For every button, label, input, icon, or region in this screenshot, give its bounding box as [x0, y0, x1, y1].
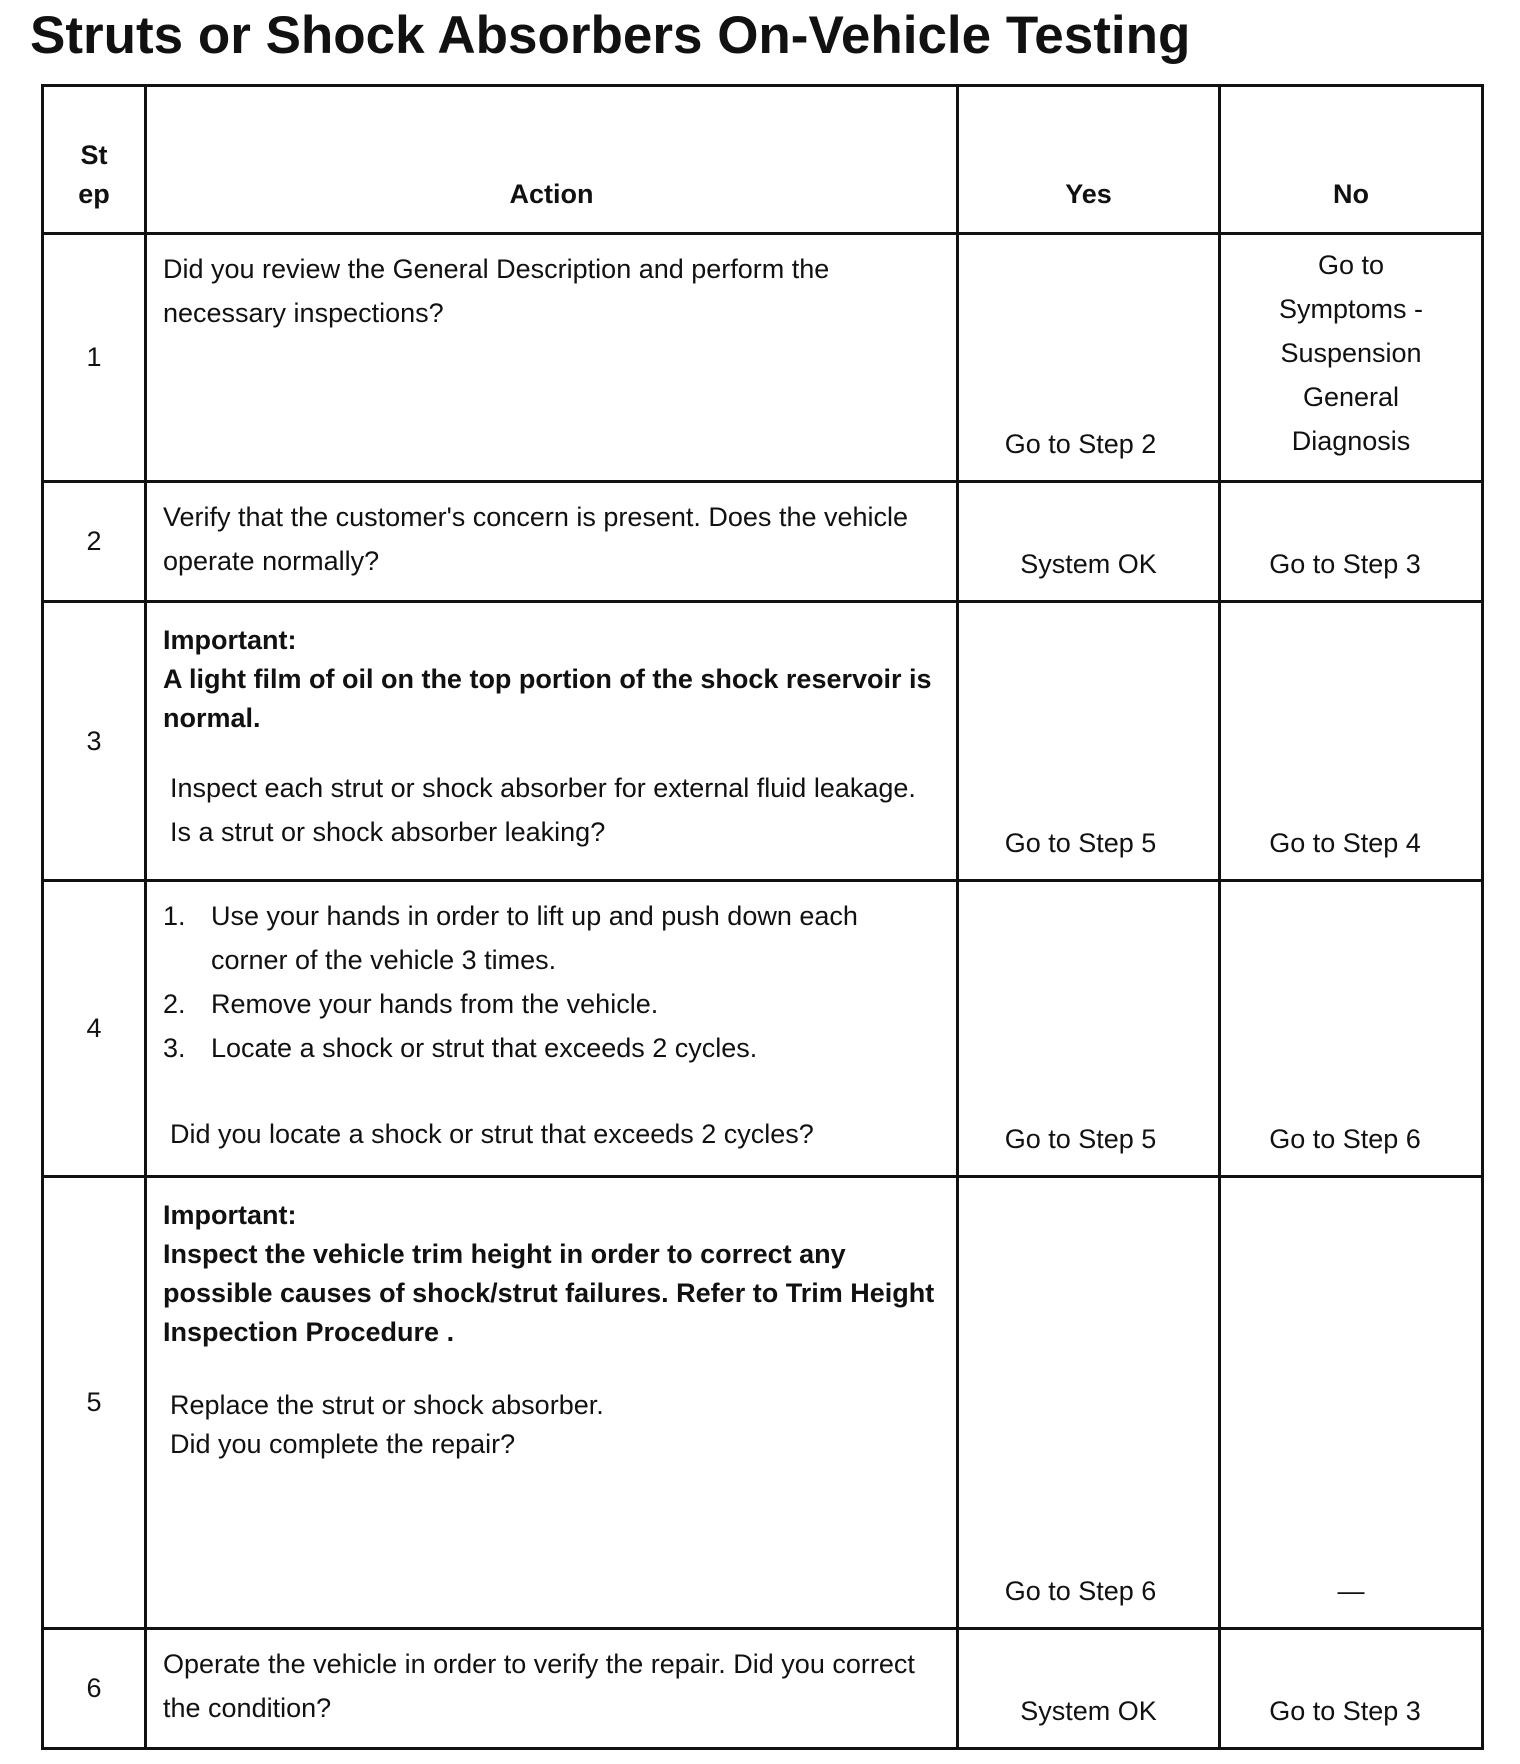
- no-cell: Go to Step 3: [1220, 1629, 1483, 1749]
- no-cell: Go to Step 4: [1220, 602, 1483, 881]
- important-label: Important:: [163, 625, 297, 655]
- action-cell: [146, 881, 958, 1177]
- yes-cell: Go to Step 2: [958, 234, 1220, 482]
- yes-cell: System OK: [958, 482, 1220, 602]
- no-cell: Go to Symptoms - Suspension General Diagnosis: [1220, 234, 1483, 482]
- action-question: Did you complete the repair?: [170, 1429, 516, 1459]
- header-action: Action: [146, 86, 958, 234]
- step-number: 5: [43, 1177, 146, 1629]
- step-number: 3: [43, 602, 146, 881]
- step-number: 6: [43, 1629, 146, 1749]
- header-step: Step: [43, 86, 146, 234]
- action-text: Operate the vehicle in order to verify the repair. Did you correct the condition?: [163, 1649, 915, 1723]
- step-number: 4: [43, 881, 146, 1177]
- action-text: Verify that the customer's concern is present. Does the vehicle operate normally?: [163, 502, 909, 576]
- step-number: 2: [43, 482, 146, 602]
- page-title: Struts or Shock Absorbers On-Vehicle Testing: [30, 6, 1191, 65]
- table-row-6: [43, 1629, 1483, 1749]
- table-row-1: [43, 234, 1483, 482]
- table-row-3: [43, 602, 1483, 881]
- yes-cell: Go to Step 5: [958, 602, 1220, 881]
- yes-cell: Go to Step 5: [958, 881, 1220, 1177]
- table-row-4: [43, 881, 1483, 1177]
- list-item: 3. Locate a shock or strut that exceeds 2 cycles.: [163, 1033, 758, 1063]
- step-number: 1: [43, 234, 146, 482]
- yes-cell: System OK: [958, 1629, 1220, 1749]
- important-text: Inspect the vehicle trim height in order to correct any possible causes of shock/strut failures. Refer to Trim Height Inspection Procedure .: [163, 1239, 935, 1347]
- action-text: Did you locate a shock or strut that exceeds 2 cycles?: [170, 1119, 814, 1149]
- table-row-2: [43, 482, 1483, 602]
- table-header-row: [43, 86, 1483, 234]
- header-no: No: [1220, 86, 1483, 234]
- table-row-5: [43, 1177, 1483, 1629]
- yes-cell: Go to Step 6: [958, 1177, 1220, 1629]
- action-cell: [146, 482, 958, 602]
- action-cell: [146, 234, 958, 482]
- action-cell: [146, 1629, 958, 1749]
- no-cell: —: [1220, 1177, 1483, 1629]
- important-label: Important:: [163, 1200, 297, 1230]
- no-cell: Go to Step 3: [1220, 482, 1483, 602]
- procedure-list: [163, 894, 940, 1070]
- important-text: A light film of oil on the top portion of the shock reservoir is normal.: [163, 664, 932, 733]
- action-text: Inspect each strut or shock absorber for external fluid leakage. Is a strut or shock absorber leaking?: [170, 773, 916, 847]
- diagnostic-table: [41, 84, 1484, 1750]
- header-yes: Yes: [958, 86, 1220, 234]
- action-text: Replace the strut or shock absorber.: [170, 1390, 604, 1420]
- list-item: 1. Use your hands in order to lift up and push down each corner of the vehicle 3 times.: [163, 901, 858, 975]
- list-item: 2. Remove your hands from the vehicle.: [163, 989, 659, 1019]
- action-cell: [146, 1177, 958, 1629]
- action-cell: [146, 602, 958, 881]
- no-cell: Go to Step 6: [1220, 881, 1483, 1177]
- action-text: Did you review the General Description and perform the necessary inspections?: [163, 254, 830, 328]
